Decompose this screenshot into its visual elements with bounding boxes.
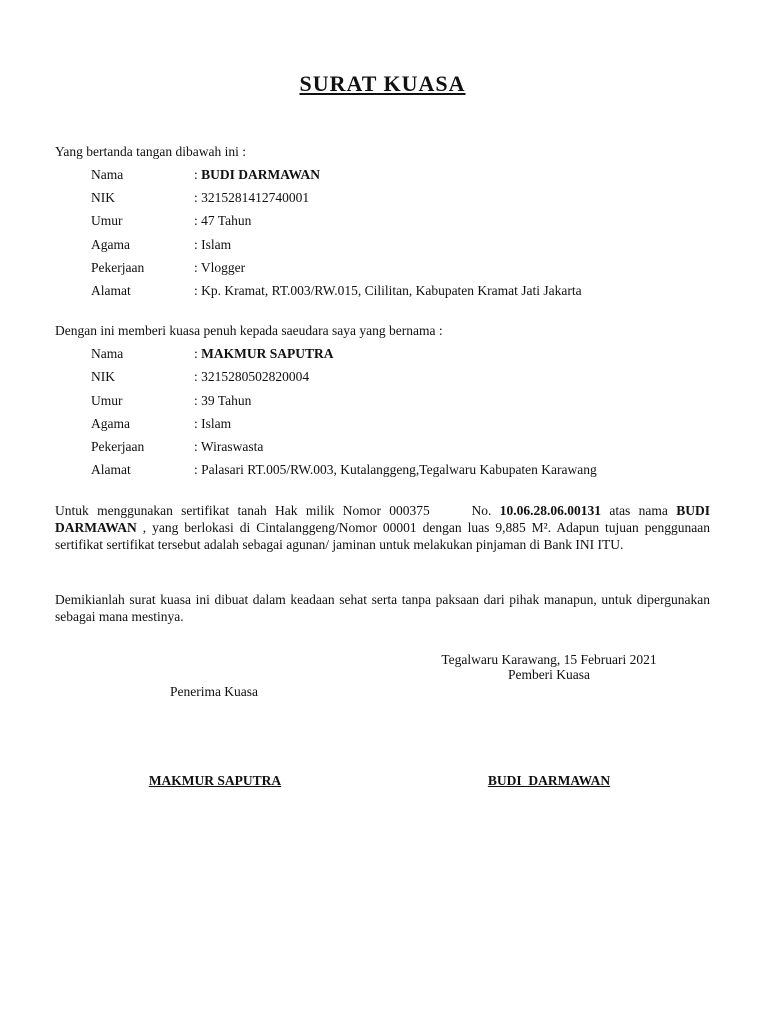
grantor-occupation-row: Pekerjaan : Vlogger [91,260,246,275]
field-label: Alamat [91,462,131,477]
certificate-number: 10.06.28.06.00131 [499,503,601,518]
place-date: Tegalwaru Karawang, 15 Februari 2021 [441,652,657,667]
grantor-address: Kp. Kramat, RT.003/RW.015, Cililitan, Kabupaten Kramat Jati Jakarta [201,283,582,298]
receiver-signature-name: MAKMUR SAPUTRA [148,773,282,788]
field-label: Umur [91,393,123,408]
grantee-name: MAKMUR SAPUTRA [201,346,334,361]
field-label: Alamat [91,283,131,298]
grantee-name-row: Nama : MAKMUR SAPUTRA [91,346,334,361]
grantee-age: 39 Tahun [201,393,252,408]
grantor-religion: Islam [201,237,232,252]
intro-text: Yang bertanda tangan dibawah ini : [55,144,246,159]
grantor-age: 47 Tahun [201,213,252,228]
grantee-age-row: Umur : 39 Tahun [91,393,252,408]
grantor-address-row: Alamat : Kp. Kramat, RT.003/RW.015, Cililitan, Kabupaten Kramat Jati Jakarta [91,283,582,298]
grantee-address-row: Alamat : Palasari RT.005/RW.003, Kutalanggeng,Tegalwaru Kabupaten Karawang [91,462,597,477]
field-label: Agama [91,237,130,252]
purpose-text-1: Untuk menggunakan sertifikat tanah Hak milik Nomor 000375 No. [55,503,500,518]
field-label: NIK [91,190,115,205]
delegation-text: Dengan ini memberi kuasa penuh kepada saeudara saya yang bernama : [55,323,443,338]
grantor-occupation: Vlogger [200,260,246,275]
grantee-address: Palasari RT.005/RW.003, Kutalanggeng,Tegalwaru Kabupaten Karawang [201,462,597,477]
field-label: Agama [91,416,130,431]
receiver-role: Penerima Kuasa [169,684,259,699]
field-label: Nama [91,167,124,182]
field-label: Nama [91,346,124,361]
field-label: Pekerjaan [91,260,145,275]
grantee-nik-row: NIK : 3215280502820004 [91,369,310,384]
grantor-nik: 3215281412740001 [201,190,310,205]
grantor-name-row: Nama : BUDI DARMAWAN [91,167,321,182]
purpose-text-2: atas nama [600,503,677,518]
giver-role: Pemberi Kuasa [507,667,591,682]
purpose-paragraph [55,502,710,553]
grantor-religion-row: Agama : Islam [91,237,232,252]
grantee-religion: Islam [201,416,232,431]
grantor-nik-row: NIK : 3215281412740001 [91,190,310,205]
grantee-occupation-row: Pekerjaan : Wiraswasta [91,439,264,454]
field-label: Pekerjaan [91,439,145,454]
giver-signature-name: BUDI DARMAWAN [487,773,611,788]
grantee-occupation: Wiraswasta [200,439,264,454]
field-label: NIK [91,369,115,384]
grantor-name: BUDI DARMAWAN [201,167,321,182]
certificate-owner: BUDI DARMAWAN [55,503,710,535]
field-label: Umur [91,213,123,228]
closing-paragraph: Demikianlah surat kuasa ini dibuat dalam keadaan sehat serta tanpa paksaan dari pihak manapun, untuk dipergunakan sebagai mana mestinya. [55,592,710,624]
purpose-text-3: , yang berlokasi di Cintalanggeng/Nomor 00001 dengan luas 9,885 M². Adapun tujuan penggunaan sertifikat sertifikat tersebut adalah sebagai agunan/ jaminan untuk melakukan pinjaman di Bank INI ITU. [55,520,710,552]
grantor-age-row: Umur : 47 Tahun [91,213,252,228]
document-title: SURAT KUASA [299,71,466,96]
grantee-nik: 3215280502820004 [201,369,310,384]
grantee-religion-row: Agama : Islam [91,416,232,431]
